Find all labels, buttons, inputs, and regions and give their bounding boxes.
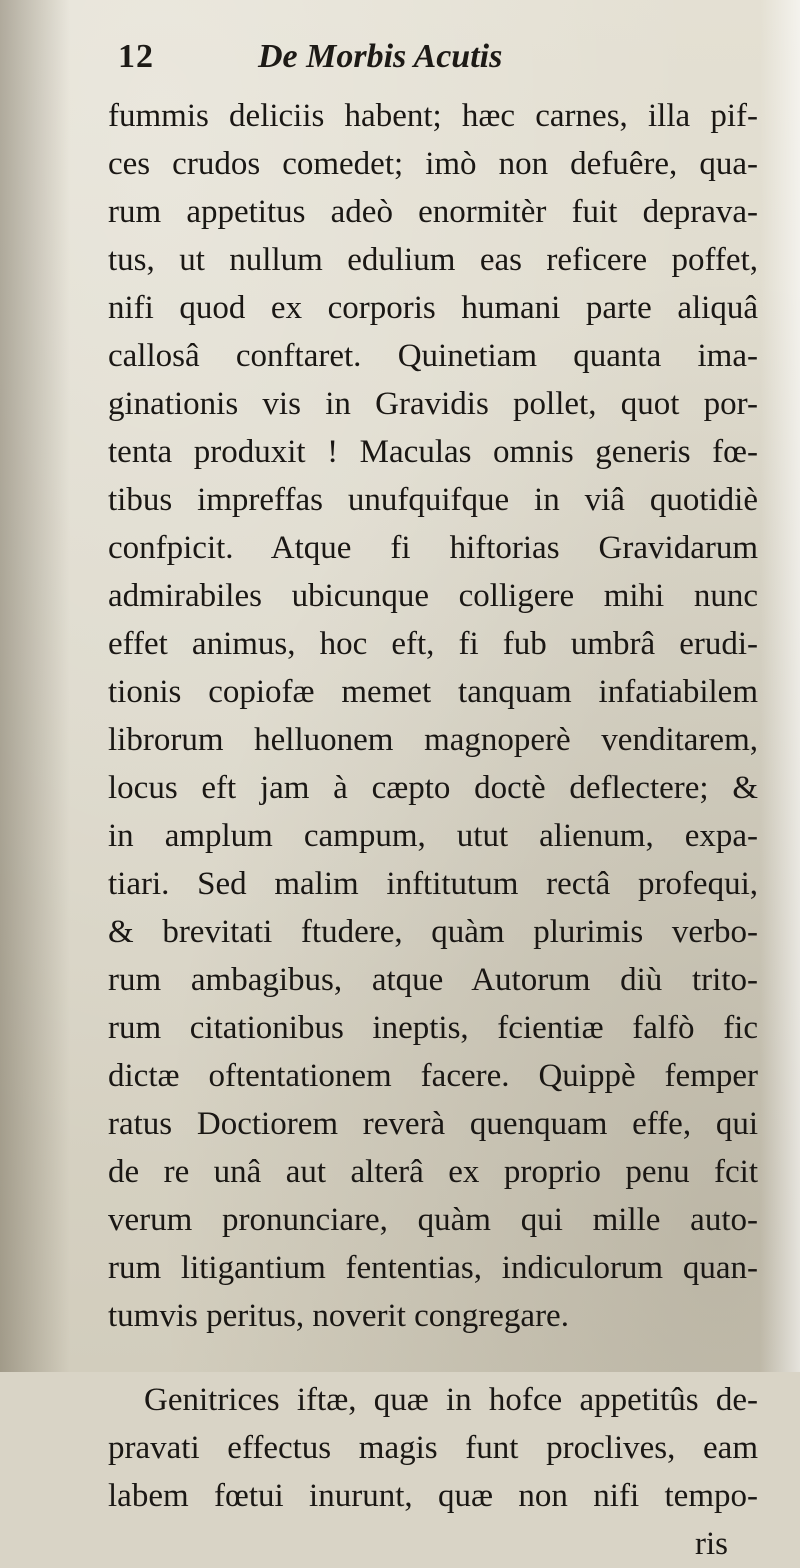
text-line: rum ambagibus, atque Autorum diù trito- [108, 962, 758, 998]
text-line: librorum helluonem magnoperè venditarem, [108, 722, 758, 758]
paragraph-1 [108, 92, 758, 1340]
text-line: rum litigantium fententias, indiculorum quan- [108, 1250, 758, 1286]
text-line: rum citationibus ineptis, fcientiæ falfò fic [108, 1010, 758, 1046]
text-line: tibus impreffas unufquifque in viâ quotidiè [108, 482, 758, 518]
paragraph-gap [108, 1340, 758, 1376]
gutter-shadow [0, 0, 70, 1372]
text-line: de re unâ aut alterâ ex proprio penu fcit [108, 1154, 758, 1190]
body-text [108, 92, 758, 1568]
text-line: admirabiles ubicunque colligere mihi nunc [108, 578, 758, 614]
text-line: confpicit. Atque fi hiftorias Gravidarum [108, 530, 758, 566]
text-line: locus eft jam à cæpto doctè deflectere; & [108, 770, 758, 806]
text-line: tumvis peritus, noverit congregare. [108, 1298, 569, 1334]
text-line: tionis copiofæ memet tanquam infatiabilem [108, 674, 758, 710]
text-line: fummis deliciis habent; hæc carnes, illa pif- [108, 98, 758, 134]
text-line: Genitrices iftæ, quæ in hofce appetitûs de- [144, 1382, 758, 1418]
text-line: in amplum campum, utut alienum, expa- [108, 818, 758, 854]
text-line: dictæ oftentationem facere. Quippè femper [108, 1058, 758, 1094]
text-line: ratus Doctiorem reverà quenquam effe, qui [108, 1106, 758, 1142]
page-edge [760, 0, 800, 1372]
text-line: ces crudos comedet; imò non defuêre, qua- [108, 146, 758, 182]
text-line: tiari. Sed malim inftitutum rectâ profequi, [108, 866, 758, 902]
text-line: pravati effectus magis funt proclives, eam [108, 1430, 758, 1466]
text-line: rum appetitus adeò enormitèr fuit deprava- [108, 194, 758, 230]
text-line: nifi quod ex corporis humani parte aliquâ [108, 290, 758, 326]
page-header [118, 36, 738, 92]
running-title: De Morbis Acutis [258, 38, 503, 75]
text-line: callosâ conftaret. Quinetiam quanta ima- [108, 338, 758, 374]
text-line: verum pronunciare, quàm qui mille auto- [108, 1202, 758, 1238]
text-line: labem fœtui inurunt, quæ non nifi tempo- [108, 1478, 758, 1514]
text-line: tus, ut nullum edulium eas reficere poffet, [108, 242, 758, 278]
page-number: 12 [118, 38, 154, 75]
text-line: effet animus, hoc eft, fi fub umbrâ erudi- [108, 626, 758, 662]
text-line: ginationis vis in Gravidis pollet, quot por- [108, 386, 758, 422]
paragraph-2 [108, 1376, 758, 1568]
catchword: ris [695, 1526, 728, 1562]
text-line: tenta produxit ! Maculas omnis generis fœ- [108, 434, 758, 470]
text-line: & brevitati ftudere, quàm plurimis verbo- [108, 914, 758, 950]
